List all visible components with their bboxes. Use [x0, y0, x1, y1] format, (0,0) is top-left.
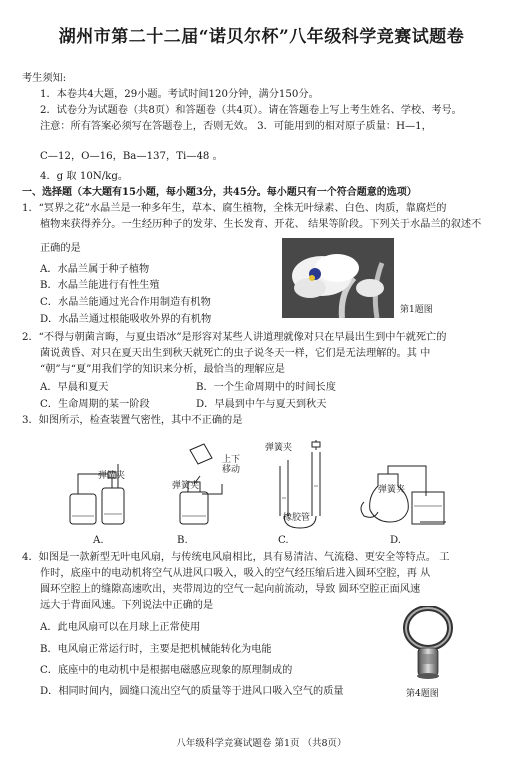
- q3-stem: 3．如图所示，检查装置气密性，其中不正确的是: [22, 415, 243, 426]
- q2-option-b: B．一个生命周期中的时间长度: [196, 382, 336, 393]
- q2-option-d: D．早晨到中午与夏天到秋天: [196, 399, 327, 410]
- indian-pipe-flower-photo: [282, 238, 394, 318]
- q3-apparatus-figures: [48, 436, 478, 532]
- q3-label-rubber-tube: 橡胶管: [283, 513, 311, 523]
- notice-line-2: 2．试卷分为试题卷（共8页）和答题卷（共4页）。请在答题卷上写上考生姓名、学校、考号。: [40, 105, 462, 116]
- q1-stem-1: 1．“冥界之花”水晶兰是一种多年生，草本、腐生植物，全株无叶绿素、白色、肉质，靠腐烂的: [22, 203, 447, 214]
- q4-stem-1: 4．如图是一款新型无叶电风扇，与传统电风扇相比，具有易清洁、气流稳、更安全等特点。 工: [22, 552, 450, 563]
- q3-label-spring-clip-d: 弹簧夹: [378, 485, 406, 495]
- q1-figure-label: 第1题图: [400, 305, 433, 315]
- notice-heading: 考生须知:: [22, 73, 67, 84]
- exam-title: 湖州市第二十二届“诺贝尔杯”八年级科学竞赛试题卷: [58, 27, 465, 47]
- q1-option-a: A．水晶兰属于种子植物: [40, 264, 150, 275]
- q3-option-a: A.: [93, 535, 104, 546]
- q3-label-up-down: 上下: [222, 455, 241, 465]
- q2-stem-1: 2．“不得与朝菌言晦，与夏虫语冰”是形容对某些人讲道理就像对只在早晨出生到中午就死亡的: [22, 332, 447, 343]
- q4-option-a: A．此电风扇可以在月球上正常使用: [40, 622, 201, 633]
- q2-option-a: A．早晨和夏天: [40, 382, 109, 393]
- q3-option-b: B.: [177, 535, 188, 546]
- q2-stem-2: 菌说黄昏、对只在夏天出生到秋天就死亡的虫子说冬天一样，它们是无法理解的。其 中: [40, 348, 431, 359]
- q3-label-spring-clip-c: 弹簧夹: [265, 443, 293, 453]
- notice-line-1: 1．本卷共4大题，29小题。考试时间120分钟，满分150分。: [40, 89, 319, 100]
- q2-option-c: C．生命周期的某一阶段: [40, 399, 150, 410]
- apparatus-d: [361, 466, 446, 524]
- q1-option-c: C．水晶兰能通过光合作用制造有机物: [40, 297, 211, 308]
- q4-stem-3: 圆环空腔上的缝隙高速吹出，夹带周边的空气一起向前流动，导致 圆环空腔正面风速: [40, 584, 421, 595]
- q3-label-move: 移动: [222, 465, 241, 475]
- notice-line-4: C—12，O—16，Ba—137，Ti—48 。: [40, 151, 223, 162]
- q1-option-d: D．水晶兰通过根能吸收外界的有机物: [40, 314, 212, 325]
- q3-option-c: C.: [278, 535, 289, 546]
- q2-stem-3: “朝”与“夏”用我们学的知识来分析，最恰当的理解应是: [40, 364, 285, 375]
- q1-option-b: B．水晶兰能进行有性生殖: [40, 280, 160, 291]
- q4-figure-label: 第4题图: [406, 689, 439, 699]
- section-heading: 一、选择题（本大题有15小题，每小题3分，共45分。每小题只有一个符合题意的选项）: [22, 187, 417, 198]
- q3-label-spring-clip-a: 弹簧夹: [98, 471, 126, 481]
- bladeless-fan-figure: [402, 606, 454, 680]
- q1-stem-3: 正确的是: [40, 243, 81, 254]
- q4-option-d: D．相同时间内，圆缝口流出空气的质量等于进风口吸入空气的质量: [40, 686, 344, 697]
- notice-line-3: 注意：所有答案必须写在答题卷上，否则无效。 3．可能用到的相对原子质量：H—1，: [40, 121, 432, 132]
- q3-label-spring-clip-b: 弹簧夹: [172, 481, 200, 491]
- q1-stem-2: 植物来获得养分。一生经历种子的发芽、生长发育、开花、 结果等阶段。下列关于水晶兰的叙述不: [40, 219, 482, 230]
- q4-stem-4: 远大于背面风速。下列说法中正确的是: [40, 600, 214, 611]
- q4-option-c: C．底座中的电动机中是根据电磁感应现象的原理制成的: [40, 665, 293, 676]
- q4-stem-2: 作时，底座中的电动机将空气从进风口吸入，吸入的空气经压缩后进入圆环空腔，再 从: [40, 568, 431, 579]
- notice-line-5: 4．g 取 10N/kg。: [40, 171, 129, 182]
- page-footer: 八年级科学竞赛试题卷 第1页 （共8页）: [176, 738, 347, 749]
- q3-option-d: D.: [390, 535, 402, 546]
- q4-option-b: B．电风扇正常运行时，主要是把机械能转化为电能: [40, 644, 272, 655]
